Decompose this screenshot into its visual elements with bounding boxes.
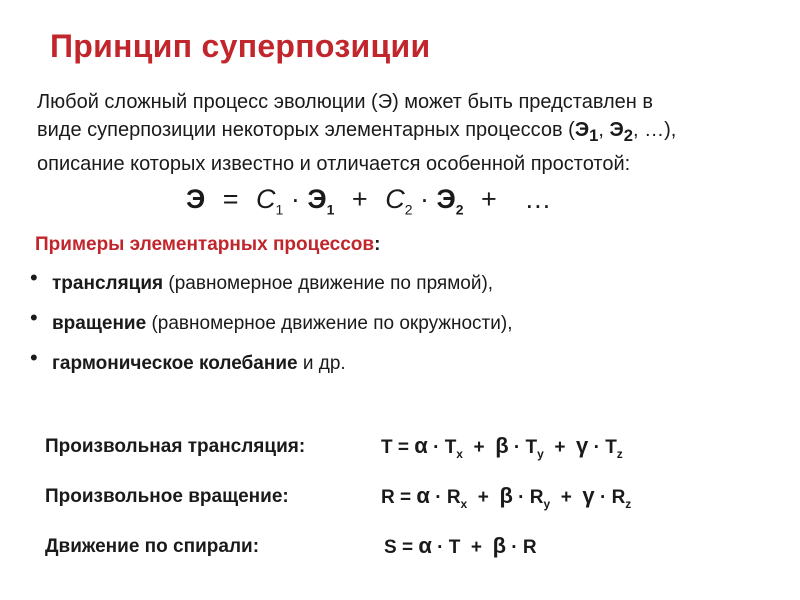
dot-operator: · [594,487,612,508]
formula-c1-sub: 1 [275,201,284,218]
rotation-lhs: R [381,487,395,508]
formula-c2: C [385,184,405,214]
beta-symbol: β [492,533,507,558]
formula-dot-2: · [420,184,429,214]
example-description: (равномерное движение по прямой), [163,273,494,294]
gamma-symbol: γ [576,433,589,458]
translation-equals: = [392,437,415,458]
example-term: гармоническое колебание [52,353,298,374]
formula-lhs: Э [186,184,206,214]
dot-operator: · [427,437,445,458]
symbol-e2-sub: 2 [623,126,633,145]
dot-operator: · [506,537,523,558]
formula-equals: = [222,184,239,214]
list-item [30,265,512,310]
rotation-formula [381,483,632,511]
dot-operator: · [431,537,449,558]
symbol-e2: Э [609,119,624,141]
formula-dot-1: · [290,184,300,214]
intro-paragraph [37,88,777,178]
sub-z: z [616,446,623,461]
spiral-rotation-term: R [522,537,537,558]
spiral-formula [384,533,537,559]
plus-operator: + [550,487,583,508]
translation-term: T [525,437,538,458]
translation-term: T [605,437,617,458]
formula-c1: C [256,184,276,214]
symbol-e1: Э [574,119,590,141]
translation-lhs: T [381,437,393,458]
alpha-symbol: α [418,533,432,558]
formula-ellipsis: … [524,184,552,214]
formula-c2-sub: 2 [404,201,413,218]
bullet-icon: • [30,265,38,290]
superposition-formula [186,184,551,217]
example-description: и др. [297,353,346,374]
rotation-label: Произвольное вращение: [45,486,289,507]
example-description: (равномерное движение по окружности), [146,313,513,334]
examples-heading-colon: : [374,234,381,255]
symbol-e1-sub: 1 [589,126,599,145]
translation-label: Произвольная трансляция: [45,436,306,457]
dot-operator: · [508,437,526,458]
formula-e1-sub: 1 [326,201,335,218]
examples-heading-text: Примеры элементарных процессов [35,234,375,255]
plus-operator: + [462,437,496,458]
formula-e1: Э [307,184,327,214]
beta-symbol: β [495,433,509,458]
plus-operator: + [460,537,493,558]
dot-operator: · [588,437,606,458]
intro-line-2 [37,119,677,145]
sub-y: y [543,496,551,511]
alpha-symbol: α [416,483,430,508]
bullet-icon: • [30,345,38,370]
sub-z: z [625,496,632,511]
intro-line-1: Любой сложный процесс эволюции (Э) может быть представлен в [37,91,654,113]
beta-symbol: β [499,483,513,508]
rotation-term: R [529,487,544,508]
translation-term: T [444,437,457,458]
example-term: трансляция [52,273,164,294]
sub-y: y [537,446,544,461]
plus-operator: + [543,437,577,458]
bullet-icon: • [30,305,38,330]
spiral-lhs: S [384,537,397,558]
list-item [30,345,512,390]
formula-e2-sub: 2 [455,201,464,218]
dot-operator: · [512,487,530,508]
rotation-term: R [446,487,461,508]
intro-line-2-text: виде суперпозиции некоторых элементарных процессов ( [37,119,575,141]
alpha-symbol: α [414,433,428,458]
plus-operator: + [467,487,500,508]
translation-formula [381,433,623,461]
intro-line-2-end: , …), [632,119,677,141]
formula-e2: Э [436,184,456,214]
spiral-translation-term: T [448,537,461,558]
intro-comma: , [598,119,610,141]
rotation-term: R [611,487,626,508]
rotation-equals: = [394,487,417,508]
dot-operator: · [429,487,447,508]
spiral-label: Движение по спирали: [45,536,260,557]
slide-title: Принцип суперпозиции [50,28,431,64]
gamma-symbol: γ [582,483,595,508]
formula-plus-2: + [481,184,497,214]
examples-list [30,265,513,390]
formula-plus-1: + [351,184,368,214]
example-term: вращение [52,313,147,334]
intro-line-3: описание которых известно и отличается особенной простотой: [37,153,631,175]
list-item [30,305,513,350]
spiral-equals: = [396,537,419,558]
examples-heading [35,234,380,256]
sub-x: x [460,496,468,511]
sub-x: x [456,446,463,461]
